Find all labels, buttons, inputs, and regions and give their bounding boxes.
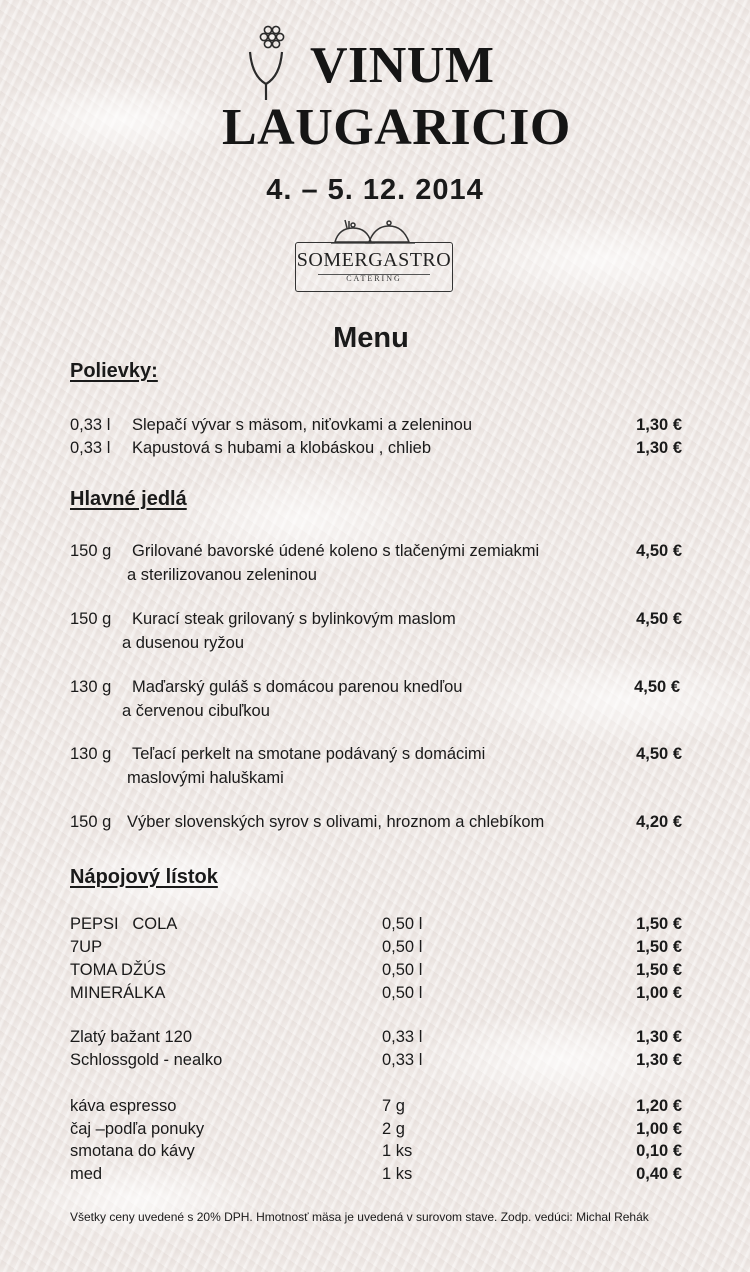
drink-price: 1,50 € [636, 915, 682, 933]
drink-row [70, 1095, 682, 1118]
drink-volume: 1 ks [382, 1165, 413, 1183]
drink-volume: 0,50 l [382, 961, 423, 979]
drink-volume: 0,50 l [382, 938, 423, 956]
caterer-name: SOMERGASTRO [296, 249, 452, 271]
item-price: 4,20 € [636, 813, 682, 831]
drink-row [70, 959, 682, 982]
drink-row [70, 1049, 682, 1072]
footer-note: Všetky ceny uvedené s 20% DPH. Hmotnosť mäsa je uvedená v surovom stave. Zodp. vedúci: Michal Rehák [70, 1210, 649, 1224]
menu-item [70, 437, 682, 460]
item-quantity: 150 g [70, 610, 112, 628]
drink-name: 7UP [70, 938, 103, 956]
drink-volume: 2 g [382, 1120, 405, 1138]
drink-price: 1,30 € [636, 1051, 682, 1069]
drink-name: smotana do kávy [70, 1142, 195, 1160]
item-price: 4,50 € [636, 610, 682, 628]
drink-price: 1,00 € [636, 984, 682, 1002]
item-description-continuation: a sterilizovanou zeleninou [127, 566, 317, 584]
drink-row [70, 936, 682, 959]
item-quantity: 0,33 l [70, 416, 111, 434]
item-description-continuation: a červenou cibuľkou [122, 702, 270, 720]
section-title-mains: Hlavné jedlá [70, 488, 187, 510]
brand-name-line2: LAUGARICIO [222, 99, 571, 156]
item-quantity: 130 g [70, 678, 112, 696]
drink-volume: 0,33 l [382, 1051, 423, 1069]
item-price: 1,30 € [636, 439, 682, 457]
drink-price: 1,50 € [636, 938, 682, 956]
caterer-logo [295, 218, 455, 294]
item-description-continuation: maslovými haluškami [127, 769, 284, 787]
drink-name: Schlossgold - nealko [70, 1051, 223, 1069]
drink-row [70, 913, 682, 936]
drink-volume: 0,50 l [382, 984, 423, 1002]
drink-volume: 7 g [382, 1097, 405, 1115]
item-description: Kapustová s hubami a klobáskou , chlieb [132, 439, 432, 457]
item-price: 4,50 € [636, 542, 682, 560]
item-price: 1,30 € [636, 416, 682, 434]
item-quantity: 130 g [70, 745, 112, 763]
item-description: Grilované bavorské údené koleno s tlačenými zemiakmi [132, 542, 540, 560]
drink-volume: 1 ks [382, 1142, 413, 1160]
item-quantity: 0,33 l [70, 439, 111, 457]
drink-row [70, 1140, 682, 1163]
drink-name: káva espresso [70, 1097, 177, 1115]
item-price: 4,50 € [636, 745, 682, 763]
brand-name-line1: VINUM [310, 37, 495, 94]
menu-item [70, 676, 682, 699]
drink-name: PEPSI COLA [70, 915, 178, 933]
item-description: Kurací steak grilovaný s bylinkovým maslom [132, 610, 456, 628]
drink-price: 1,50 € [636, 961, 682, 979]
item-price: 4,50 € [634, 678, 680, 696]
caterer-subtitle: CATERING [346, 274, 402, 283]
menu-item [70, 414, 682, 437]
drink-row [70, 1026, 682, 1049]
event-date: 4. – 5. 12. 2014 [266, 174, 484, 206]
menu-item [70, 540, 682, 563]
section-title-soups: Polievky: [70, 360, 158, 382]
drink-volume: 0,33 l [382, 1028, 423, 1046]
item-description: Slepačí vývar s mäsom, niťovkami a zeleninou [132, 416, 472, 434]
section-title-drinks: Nápojový lístok [70, 866, 218, 888]
menu-item [70, 743, 682, 766]
wine-glass-grapes-icon [244, 24, 300, 104]
drink-row [70, 1118, 682, 1141]
item-description: Teľací perkelt na smotane podávaný s domácimi [132, 745, 486, 763]
menu-item [70, 608, 682, 631]
menu-title: Menu [333, 322, 409, 354]
drink-row [70, 982, 682, 1005]
drink-price: 1,00 € [636, 1120, 682, 1138]
item-quantity: 150 g [70, 542, 112, 560]
item-quantity: 150 g [70, 813, 112, 831]
drink-name: Zlatý bažant 120 [70, 1028, 192, 1046]
drink-volume: 0,50 l [382, 915, 423, 933]
menu-item [70, 811, 682, 834]
drink-name: MINERÁLKA [70, 984, 166, 1002]
drink-name: TOMA DŽÚS [70, 961, 166, 979]
drink-name: čaj –podľa ponuky [70, 1120, 205, 1138]
item-description: Výber slovenských syrov s olivami, hroznom a chlebíkom [127, 813, 545, 831]
item-description-continuation: a dusenou ryžou [122, 634, 245, 652]
caterer-badge [295, 242, 453, 292]
drink-row [70, 1163, 682, 1186]
drink-price: 1,20 € [636, 1097, 682, 1115]
item-description: Maďarský guláš s domácou parenou knedľou [132, 678, 463, 696]
drink-name: med [70, 1165, 103, 1183]
drink-price: 0,10 € [636, 1142, 682, 1160]
drink-price: 0,40 € [636, 1165, 682, 1183]
drink-price: 1,30 € [636, 1028, 682, 1046]
